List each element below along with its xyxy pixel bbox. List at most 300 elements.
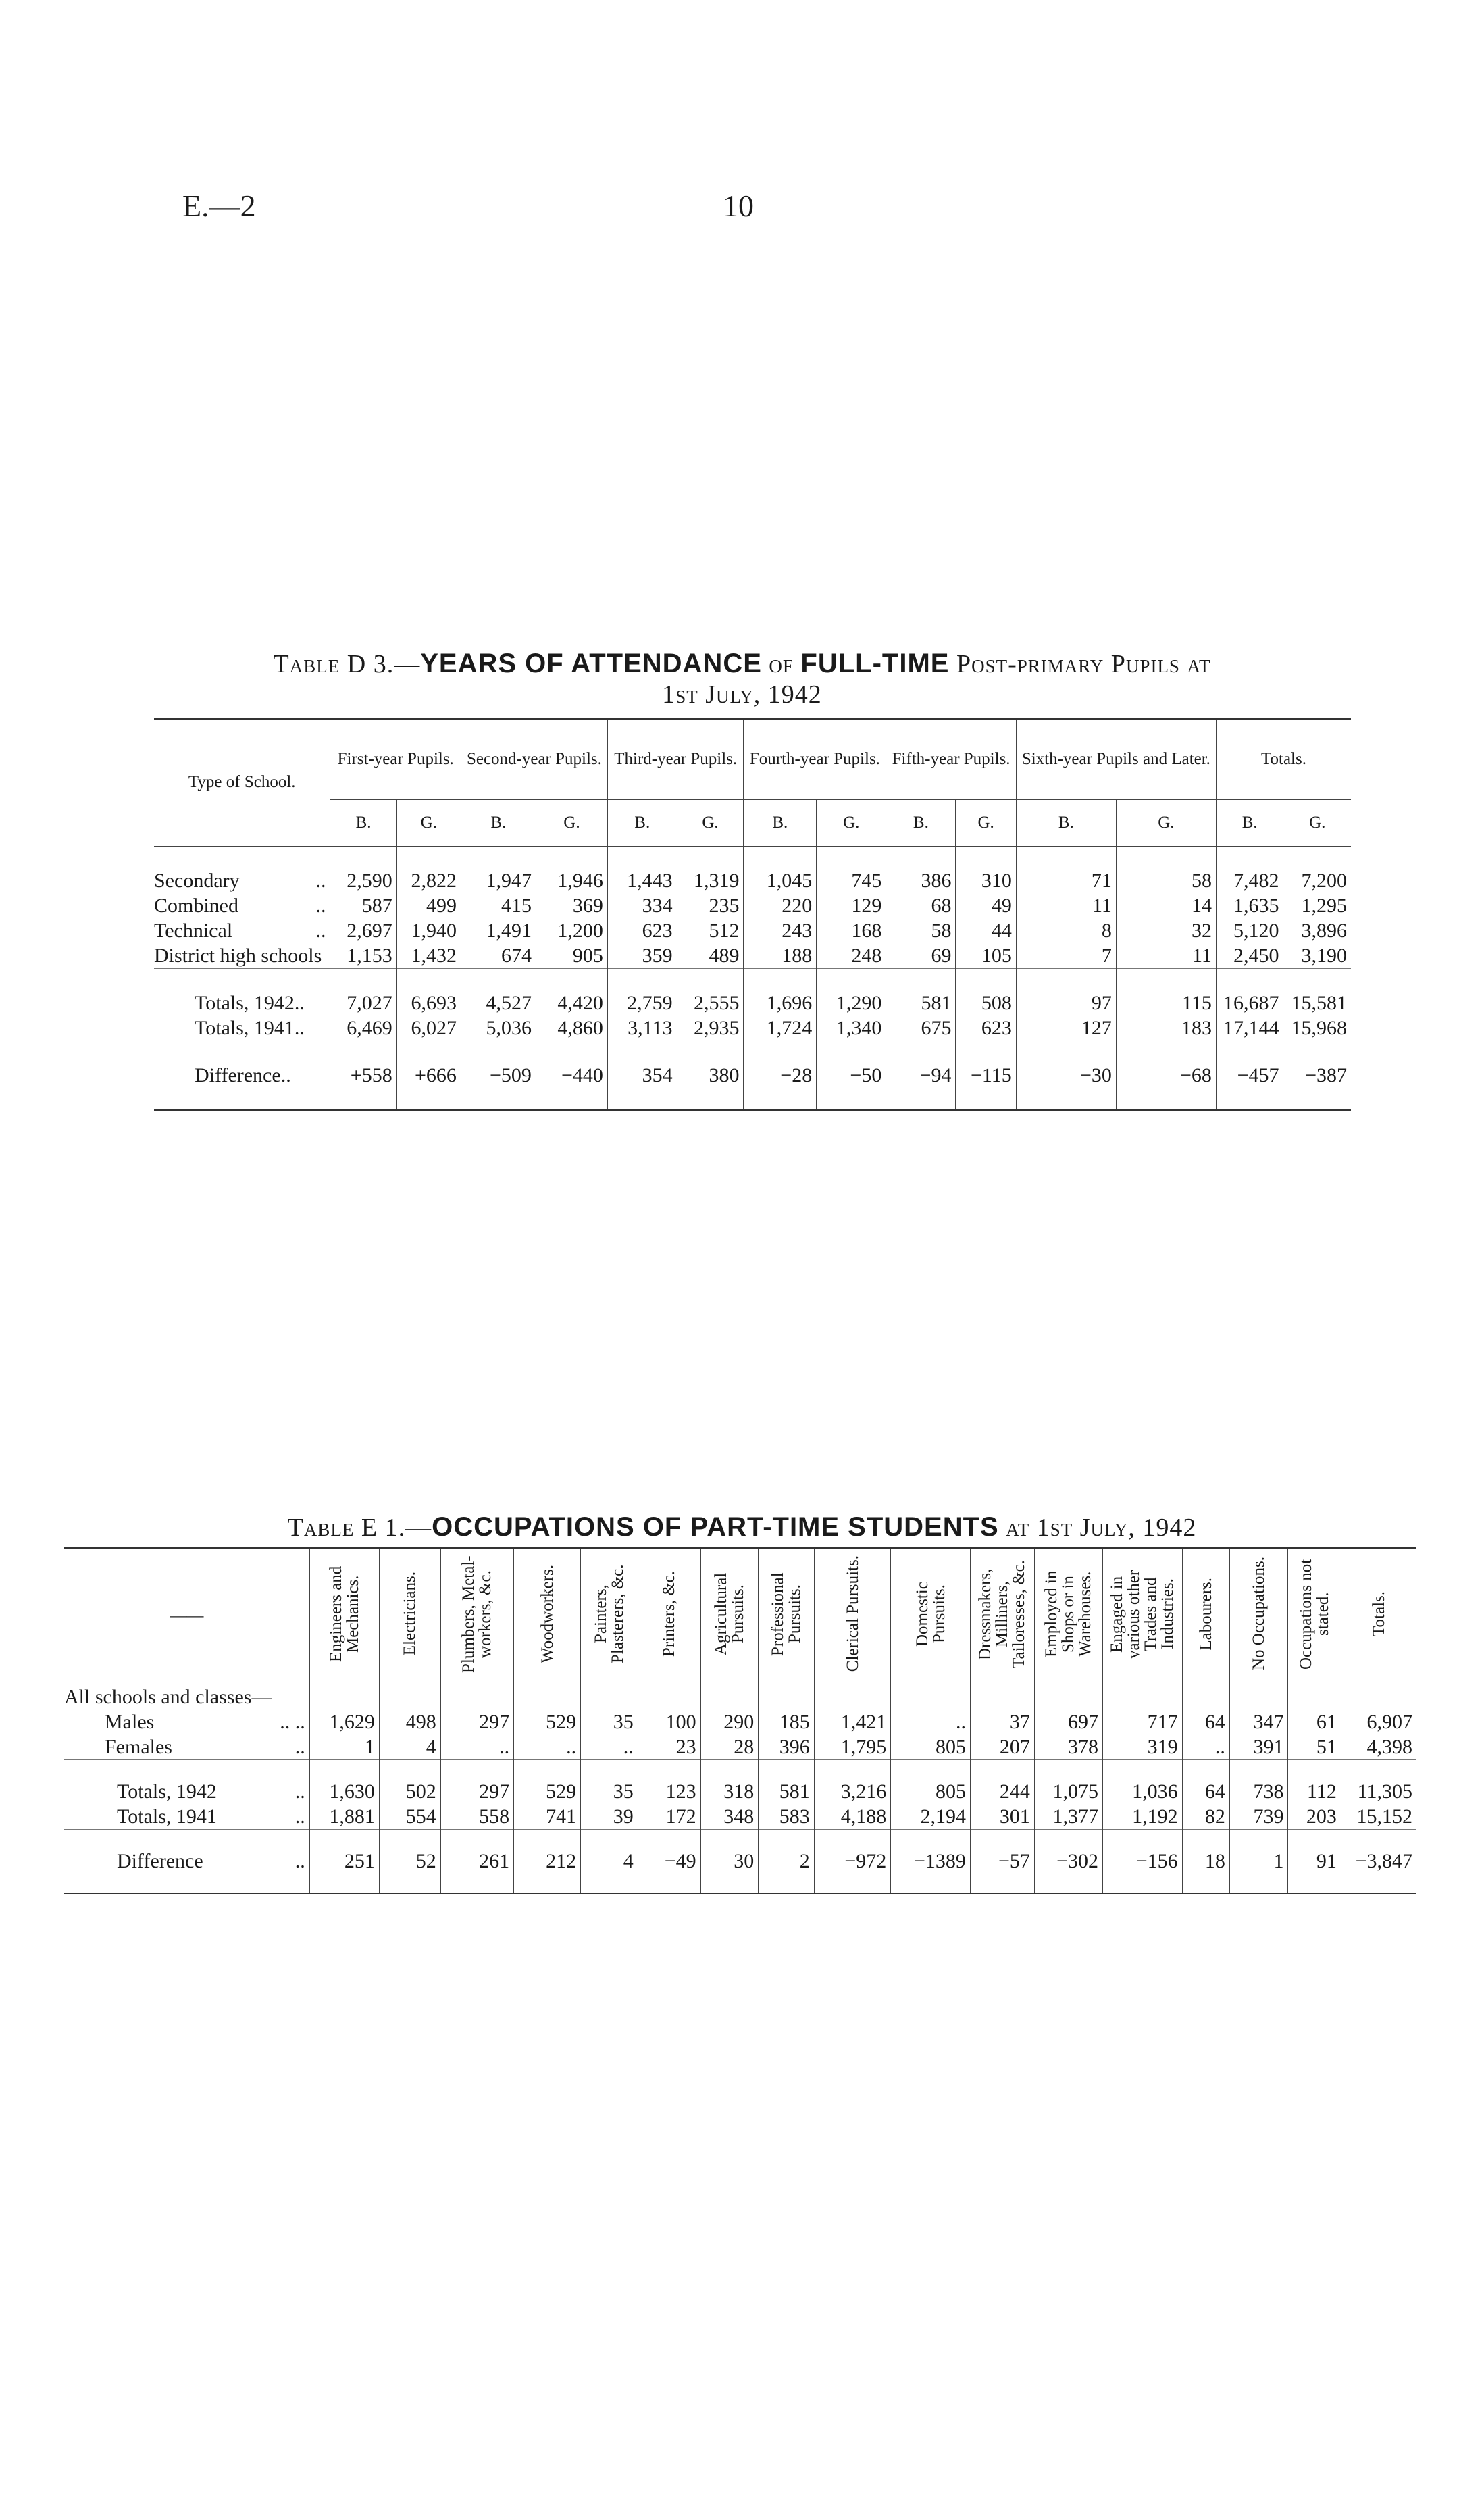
d3-title-main: YEARS OF ATTENDANCE bbox=[420, 649, 762, 678]
spacer-cell bbox=[1116, 969, 1216, 991]
table-cell: 558 bbox=[440, 1804, 513, 1830]
table-cell: −1389 bbox=[891, 1849, 971, 1874]
table-cell: 4,527 bbox=[461, 991, 536, 1016]
table-cell: 499 bbox=[396, 893, 461, 918]
table-cell: 354 bbox=[607, 1063, 677, 1088]
table-cell: 15,152 bbox=[1341, 1804, 1416, 1830]
spacer-cell bbox=[330, 969, 396, 991]
table-cell: 1,696 bbox=[744, 991, 817, 1016]
spacer-cell bbox=[891, 1760, 971, 1780]
e1-col-stub-text: —— bbox=[170, 1607, 204, 1625]
spacer-cell bbox=[1283, 969, 1351, 991]
d3-sub-b: B. bbox=[1216, 800, 1283, 847]
spacer-cell bbox=[1016, 1088, 1116, 1110]
table-cell: −68 bbox=[1116, 1063, 1216, 1088]
table-row bbox=[154, 893, 1351, 918]
e1-column-header-text: Labourers. bbox=[1196, 1577, 1215, 1651]
table-cell: 6,907 bbox=[1341, 1709, 1416, 1734]
spacer-cell bbox=[759, 1874, 815, 1893]
spacer-cell bbox=[817, 1088, 886, 1110]
spacer-cell bbox=[700, 1684, 759, 1710]
spacer-cell bbox=[330, 847, 396, 869]
section-label bbox=[64, 1684, 309, 1710]
table-cell: 105 bbox=[956, 943, 1016, 969]
spacer-cell bbox=[1016, 847, 1116, 869]
spacer-cell bbox=[956, 1041, 1016, 1063]
table-cell: 18 bbox=[1182, 1849, 1229, 1874]
table-cell: 8 bbox=[1016, 918, 1116, 943]
table-cell: 11,305 bbox=[1341, 1779, 1416, 1804]
table-cell: 127 bbox=[1016, 1016, 1116, 1041]
table-cell: −28 bbox=[744, 1063, 817, 1088]
spacer-cell bbox=[581, 1874, 638, 1893]
spacer-cell bbox=[677, 1088, 744, 1110]
table-cell: 1,075 bbox=[1034, 1779, 1102, 1804]
table-cell: 489 bbox=[677, 943, 744, 969]
spacer-cell bbox=[891, 1830, 971, 1849]
spacer-cell bbox=[1283, 1088, 1351, 1110]
table-cell: 37 bbox=[970, 1709, 1034, 1734]
spacer-cell bbox=[1283, 1041, 1351, 1063]
table-cell: 697 bbox=[1034, 1709, 1102, 1734]
table-cell: 3,896 bbox=[1283, 918, 1351, 943]
spacer-row bbox=[154, 1088, 1351, 1110]
table-cell: 49 bbox=[956, 893, 1016, 918]
table-cell: 587 bbox=[330, 893, 396, 918]
table-cell: 1,881 bbox=[309, 1804, 379, 1830]
spacer-cell bbox=[891, 1684, 971, 1710]
spacer-cell bbox=[514, 1760, 581, 1780]
table-cell: 64 bbox=[1182, 1709, 1229, 1734]
spacer-cell bbox=[309, 1874, 379, 1893]
table-cell: 97 bbox=[1016, 991, 1116, 1016]
d3-sub-g: G. bbox=[396, 800, 461, 847]
spacer-cell bbox=[814, 1760, 891, 1780]
e1-column-header bbox=[1103, 1548, 1183, 1684]
table-cell: −457 bbox=[1216, 1063, 1283, 1088]
spacer-cell bbox=[309, 1830, 379, 1849]
table-cell: 188 bbox=[744, 943, 817, 969]
row-label-text: Totals, 1941 bbox=[117, 1805, 217, 1828]
table-cell: 1,319 bbox=[677, 868, 744, 893]
table-cell: 905 bbox=[536, 943, 607, 969]
spacer-cell bbox=[1103, 1874, 1183, 1893]
table-cell: 319 bbox=[1103, 1734, 1183, 1760]
table-cell: 6,469 bbox=[330, 1016, 396, 1041]
table-cell: 348 bbox=[700, 1804, 759, 1830]
table-cell: 207 bbox=[970, 1734, 1034, 1760]
spacer-row bbox=[64, 1874, 1416, 1893]
spacer-cell bbox=[814, 1684, 891, 1710]
table-cell: 5,036 bbox=[461, 1016, 536, 1041]
spacer-cell bbox=[700, 1830, 759, 1849]
table-cell: 396 bbox=[759, 1734, 815, 1760]
spacer-cell bbox=[1229, 1760, 1288, 1780]
spacer-cell bbox=[886, 969, 956, 991]
table-cell: 3,216 bbox=[814, 1779, 891, 1804]
e1-column-header-text: Dressmakers, Milliners, Tailoresses, &c. bbox=[976, 1559, 1029, 1668]
table-cell: −440 bbox=[536, 1063, 607, 1088]
d3-sub-b: B. bbox=[886, 800, 956, 847]
table-cell: 1,200 bbox=[536, 918, 607, 943]
d3-group-header: Sixth-year Pupils and Later. bbox=[1016, 719, 1216, 800]
table-cell: −3,847 bbox=[1341, 1849, 1416, 1874]
table-cell: 1,443 bbox=[607, 868, 677, 893]
table-cell: 359 bbox=[607, 943, 677, 969]
e1-column-header-text: Professional Pursuits. bbox=[769, 1572, 804, 1656]
leader-dots: .. bbox=[315, 869, 326, 892]
d3-group-header: Totals. bbox=[1216, 719, 1351, 800]
table-cell: 17,144 bbox=[1216, 1016, 1283, 1041]
table-cell: 529 bbox=[514, 1709, 581, 1734]
table-cell: 310 bbox=[956, 868, 1016, 893]
spacer-cell bbox=[1034, 1830, 1102, 1849]
spacer-cell bbox=[1341, 1684, 1416, 1710]
e1-title bbox=[0, 1512, 1484, 1543]
spacer-cell bbox=[1182, 1760, 1229, 1780]
spacer-cell bbox=[700, 1760, 759, 1780]
d3-group-header: Fourth-year Pupils. bbox=[744, 719, 886, 800]
d3-sub-b: B. bbox=[607, 800, 677, 847]
table-cell: 4,420 bbox=[536, 991, 607, 1016]
spacer-cell bbox=[330, 1088, 396, 1110]
table-cell: 1,629 bbox=[309, 1709, 379, 1734]
spacer-cell bbox=[440, 1830, 513, 1849]
spacer-cell bbox=[440, 1874, 513, 1893]
spacer-cell bbox=[396, 1088, 461, 1110]
table-cell: 554 bbox=[379, 1804, 440, 1830]
spacer-row bbox=[154, 969, 1351, 991]
table-cell: 68 bbox=[886, 893, 956, 918]
table-cell: 391 bbox=[1229, 1734, 1288, 1760]
table-cell: 7,482 bbox=[1216, 868, 1283, 893]
spacer-cell bbox=[396, 847, 461, 869]
e1-column-header-text: Occupations not stated. bbox=[1297, 1558, 1333, 1670]
table-cell: 15,581 bbox=[1283, 991, 1351, 1016]
spacer-cell bbox=[536, 1088, 607, 1110]
row-label bbox=[154, 1063, 330, 1088]
table-cell: 290 bbox=[700, 1709, 759, 1734]
spacer-cell bbox=[1288, 1830, 1341, 1849]
e1-column-header-text: Agricultural Pursuits. bbox=[711, 1572, 747, 1655]
e1-column-header bbox=[814, 1548, 891, 1684]
e1-column-header-text: Domestic Pursuits. bbox=[913, 1581, 948, 1647]
table-cell: 44 bbox=[956, 918, 1016, 943]
spacer-cell bbox=[581, 1830, 638, 1849]
e1-column-header-text: Woodworkers. bbox=[538, 1564, 557, 1663]
table-cell: 2,555 bbox=[677, 991, 744, 1016]
difference-row bbox=[64, 1849, 1416, 1874]
table-cell: 378 bbox=[1034, 1734, 1102, 1760]
spacer-cell bbox=[1229, 1874, 1288, 1893]
table-cell: 172 bbox=[638, 1804, 700, 1830]
e1-column-header-text: Engineers and Mechanics. bbox=[326, 1565, 362, 1662]
spacer-cell bbox=[1103, 1760, 1183, 1780]
spacer-cell bbox=[744, 969, 817, 991]
table-cell: 508 bbox=[956, 991, 1016, 1016]
table-row bbox=[154, 868, 1351, 893]
table-cell: 32 bbox=[1116, 918, 1216, 943]
table-cell: 7,027 bbox=[330, 991, 396, 1016]
table-cell: 168 bbox=[817, 918, 886, 943]
e1-column-header-text: Plumbers, Metal-workers, &c. bbox=[459, 1555, 495, 1673]
table-cell: 61 bbox=[1288, 1709, 1341, 1734]
table-cell: 1,432 bbox=[396, 943, 461, 969]
spacer-cell bbox=[1116, 1041, 1216, 1063]
d3-title-date: 1st July, 1942 bbox=[662, 680, 822, 709]
table-cell: 2,935 bbox=[677, 1016, 744, 1041]
table-cell: 1,795 bbox=[814, 1734, 891, 1760]
spacer-cell bbox=[1103, 1830, 1183, 1849]
spacer-cell bbox=[970, 1760, 1034, 1780]
section-label-row bbox=[64, 1684, 1416, 1710]
table-cell: 7,200 bbox=[1283, 868, 1351, 893]
spacer-cell bbox=[1229, 1830, 1288, 1849]
table-cell: 717 bbox=[1103, 1709, 1183, 1734]
spacer-cell bbox=[607, 1088, 677, 1110]
table-row bbox=[154, 918, 1351, 943]
table-cell: 244 bbox=[970, 1779, 1034, 1804]
d3-sub-g: G. bbox=[956, 800, 1016, 847]
table-cell: 15,968 bbox=[1283, 1016, 1351, 1041]
spacer-cell bbox=[891, 1874, 971, 1893]
e1-column-header bbox=[638, 1548, 700, 1684]
spacer-cell bbox=[1016, 969, 1116, 991]
spacer-cell bbox=[970, 1830, 1034, 1849]
e1-column-header-text: Clerical Pursuits. bbox=[843, 1555, 862, 1672]
spacer-cell bbox=[581, 1760, 638, 1780]
e1-column-header bbox=[581, 1548, 638, 1684]
table-cell: 297 bbox=[440, 1779, 513, 1804]
table-row bbox=[154, 943, 1351, 969]
spacer-cell bbox=[461, 969, 536, 991]
spacer-cell bbox=[759, 1684, 815, 1710]
e1-column-header bbox=[1341, 1548, 1416, 1684]
difference-row bbox=[154, 1063, 1351, 1088]
e1-column-header-text: Printers, &c. bbox=[660, 1570, 679, 1657]
table-cell: 35 bbox=[581, 1779, 638, 1804]
spacer-cell bbox=[956, 847, 1016, 869]
row-label-text: Totals, 1942 bbox=[117, 1780, 217, 1803]
table-cell: 675 bbox=[886, 1016, 956, 1041]
spacer-cell bbox=[536, 847, 607, 869]
spacer-cell bbox=[1341, 1874, 1416, 1893]
spacer-cell bbox=[1216, 847, 1283, 869]
spacer-cell bbox=[379, 1830, 440, 1849]
row-label-text: Males bbox=[105, 1710, 155, 1733]
e1-column-header bbox=[514, 1548, 581, 1684]
spacer-cell bbox=[970, 1874, 1034, 1893]
totals-row bbox=[64, 1779, 1416, 1804]
spacer-cell bbox=[970, 1684, 1034, 1710]
spacer-cell bbox=[744, 1041, 817, 1063]
spacer-cell bbox=[677, 1041, 744, 1063]
row-label-text: Totals, 1942.. bbox=[195, 991, 305, 1014]
e1-title-prefix: Table E 1.— bbox=[287, 1513, 432, 1542]
table-row bbox=[64, 1734, 1416, 1760]
table-cell: 498 bbox=[379, 1709, 440, 1734]
table-cell: 1 bbox=[309, 1734, 379, 1760]
table-cell: −509 bbox=[461, 1063, 536, 1088]
leader-dots: .. bbox=[295, 1735, 305, 1758]
table-cell: 1,491 bbox=[461, 918, 536, 943]
row-label bbox=[154, 943, 330, 969]
table-cell: 1,940 bbox=[396, 918, 461, 943]
page-number: 10 bbox=[723, 189, 754, 223]
table-cell: 1,946 bbox=[536, 868, 607, 893]
row-label bbox=[64, 1734, 309, 1760]
table-cell: 369 bbox=[536, 893, 607, 918]
table-cell: 512 bbox=[677, 918, 744, 943]
table-cell: 347 bbox=[1229, 1709, 1288, 1734]
row-label-text: Technical bbox=[154, 919, 233, 942]
table-cell: −156 bbox=[1103, 1849, 1183, 1874]
spacer-cell bbox=[1229, 1684, 1288, 1710]
spacer-cell bbox=[1116, 847, 1216, 869]
table-cell: 1,947 bbox=[461, 868, 536, 893]
e1-column-header bbox=[1034, 1548, 1102, 1684]
table-cell: −387 bbox=[1283, 1063, 1351, 1088]
table-cell: .. bbox=[581, 1734, 638, 1760]
table-cell: −94 bbox=[886, 1063, 956, 1088]
spacer-cell bbox=[154, 1041, 330, 1063]
table-cell: 251 bbox=[309, 1849, 379, 1874]
table-cell: 91 bbox=[1288, 1849, 1341, 1874]
d3-group-header: Third-year Pupils. bbox=[607, 719, 744, 800]
spacer-cell bbox=[330, 1041, 396, 1063]
spacer-cell bbox=[514, 1830, 581, 1849]
spacer-cell bbox=[759, 1760, 815, 1780]
d3-group-header: Fifth-year Pupils. bbox=[886, 719, 1016, 800]
table-cell: 6,693 bbox=[396, 991, 461, 1016]
table-cell: 1,290 bbox=[817, 991, 886, 1016]
e1-column-header bbox=[891, 1548, 971, 1684]
d3-sub-b: B. bbox=[744, 800, 817, 847]
spacer-cell bbox=[814, 1830, 891, 1849]
spacer-cell bbox=[744, 847, 817, 869]
spacer-cell bbox=[956, 1088, 1016, 1110]
e1-column-header bbox=[1182, 1548, 1229, 1684]
spacer-cell bbox=[1034, 1760, 1102, 1780]
table-cell: 212 bbox=[514, 1849, 581, 1874]
table-cell: 11 bbox=[1016, 893, 1116, 918]
table-cell: 64 bbox=[1182, 1779, 1229, 1804]
spacer-cell bbox=[1288, 1684, 1341, 1710]
spacer-cell bbox=[1216, 1041, 1283, 1063]
spacer-cell bbox=[677, 847, 744, 869]
spacer-cell bbox=[607, 847, 677, 869]
row-label-text: Totals, 1941.. bbox=[195, 1016, 305, 1039]
table-cell: 243 bbox=[744, 918, 817, 943]
leader-dots: .. bbox=[295, 1805, 305, 1828]
row-label bbox=[64, 1804, 309, 1830]
e1-table bbox=[64, 1547, 1416, 1894]
table-cell: −30 bbox=[1016, 1063, 1116, 1088]
spacer-cell bbox=[817, 969, 886, 991]
table-cell: 16,687 bbox=[1216, 991, 1283, 1016]
d3-title-fulltime: FULL-TIME bbox=[800, 649, 950, 678]
table-cell: 6,027 bbox=[396, 1016, 461, 1041]
e1-column-header bbox=[440, 1548, 513, 1684]
table-cell: 35 bbox=[581, 1709, 638, 1734]
table-cell: 220 bbox=[744, 893, 817, 918]
d3-sub-g: G. bbox=[1116, 800, 1216, 847]
table-cell: 4 bbox=[581, 1849, 638, 1874]
spacer-cell bbox=[514, 1874, 581, 1893]
table-cell: .. bbox=[1182, 1734, 1229, 1760]
e1-column-header-text: Employed in Shops or in Warehouses. bbox=[1042, 1570, 1095, 1657]
e1-title-main: OCCUPATIONS OF PART-TIME STUDENTS bbox=[432, 1512, 999, 1542]
row-label bbox=[154, 991, 330, 1016]
leader-dots: .. bbox=[315, 919, 326, 942]
spacer-cell bbox=[744, 1088, 817, 1110]
spacer-cell bbox=[677, 969, 744, 991]
spacer-cell bbox=[1034, 1874, 1102, 1893]
table-cell: 5,120 bbox=[1216, 918, 1283, 943]
spacer-row bbox=[154, 847, 1351, 869]
spacer-cell bbox=[638, 1684, 700, 1710]
table-cell: 2,590 bbox=[330, 868, 396, 893]
table-cell: 529 bbox=[514, 1779, 581, 1804]
e1-column-header-text: No Occupations. bbox=[1250, 1557, 1269, 1671]
e1-column-header bbox=[309, 1548, 379, 1684]
table-cell: 185 bbox=[759, 1709, 815, 1734]
spacer-cell bbox=[817, 847, 886, 869]
table-cell: 82 bbox=[1182, 1804, 1229, 1830]
table-cell: +666 bbox=[396, 1063, 461, 1088]
table-cell: 2,822 bbox=[396, 868, 461, 893]
spacer-cell bbox=[536, 969, 607, 991]
table-cell: 112 bbox=[1288, 1779, 1341, 1804]
spacer-cell bbox=[1103, 1684, 1183, 1710]
spacer-cell bbox=[1034, 1684, 1102, 1710]
table-cell: 2 bbox=[759, 1849, 815, 1874]
table-cell: 4 bbox=[379, 1734, 440, 1760]
e1-column-header-text: Electricians. bbox=[401, 1572, 419, 1656]
table-cell: 2,194 bbox=[891, 1804, 971, 1830]
table-cell: 1,340 bbox=[817, 1016, 886, 1041]
table-row bbox=[64, 1709, 1416, 1734]
row-label-text: Secondary bbox=[154, 869, 240, 892]
row-label-text: Females bbox=[105, 1735, 172, 1758]
table-cell: 261 bbox=[440, 1849, 513, 1874]
d3-title-prefix: Table D 3.— bbox=[273, 650, 421, 678]
table-cell: 71 bbox=[1016, 868, 1116, 893]
d3-sub-g: G. bbox=[817, 800, 886, 847]
spacer-cell bbox=[1283, 847, 1351, 869]
spacer-cell bbox=[638, 1830, 700, 1849]
table-cell: 581 bbox=[886, 991, 956, 1016]
e1-title-date: at 1st July, 1942 bbox=[998, 1513, 1197, 1542]
table-cell: 1,377 bbox=[1034, 1804, 1102, 1830]
table-cell: 248 bbox=[817, 943, 886, 969]
table-cell: 58 bbox=[1116, 868, 1216, 893]
table-cell: 51 bbox=[1288, 1734, 1341, 1760]
totals-row bbox=[154, 991, 1351, 1016]
e1-column-header-text: Painters, Plasterers, &c. bbox=[591, 1564, 627, 1663]
table-cell: 1,153 bbox=[330, 943, 396, 969]
spacer-cell bbox=[1016, 1041, 1116, 1063]
table-cell: 69 bbox=[886, 943, 956, 969]
row-label-text: Difference bbox=[117, 1849, 203, 1872]
e1-column-header-text: Totals. bbox=[1369, 1591, 1388, 1636]
spacer-cell bbox=[461, 1041, 536, 1063]
spacer-cell bbox=[638, 1760, 700, 1780]
table-cell: 1,630 bbox=[309, 1779, 379, 1804]
table-cell: −302 bbox=[1034, 1849, 1102, 1874]
table-cell: 738 bbox=[1229, 1779, 1288, 1804]
d3-title-line2 bbox=[0, 680, 1484, 709]
